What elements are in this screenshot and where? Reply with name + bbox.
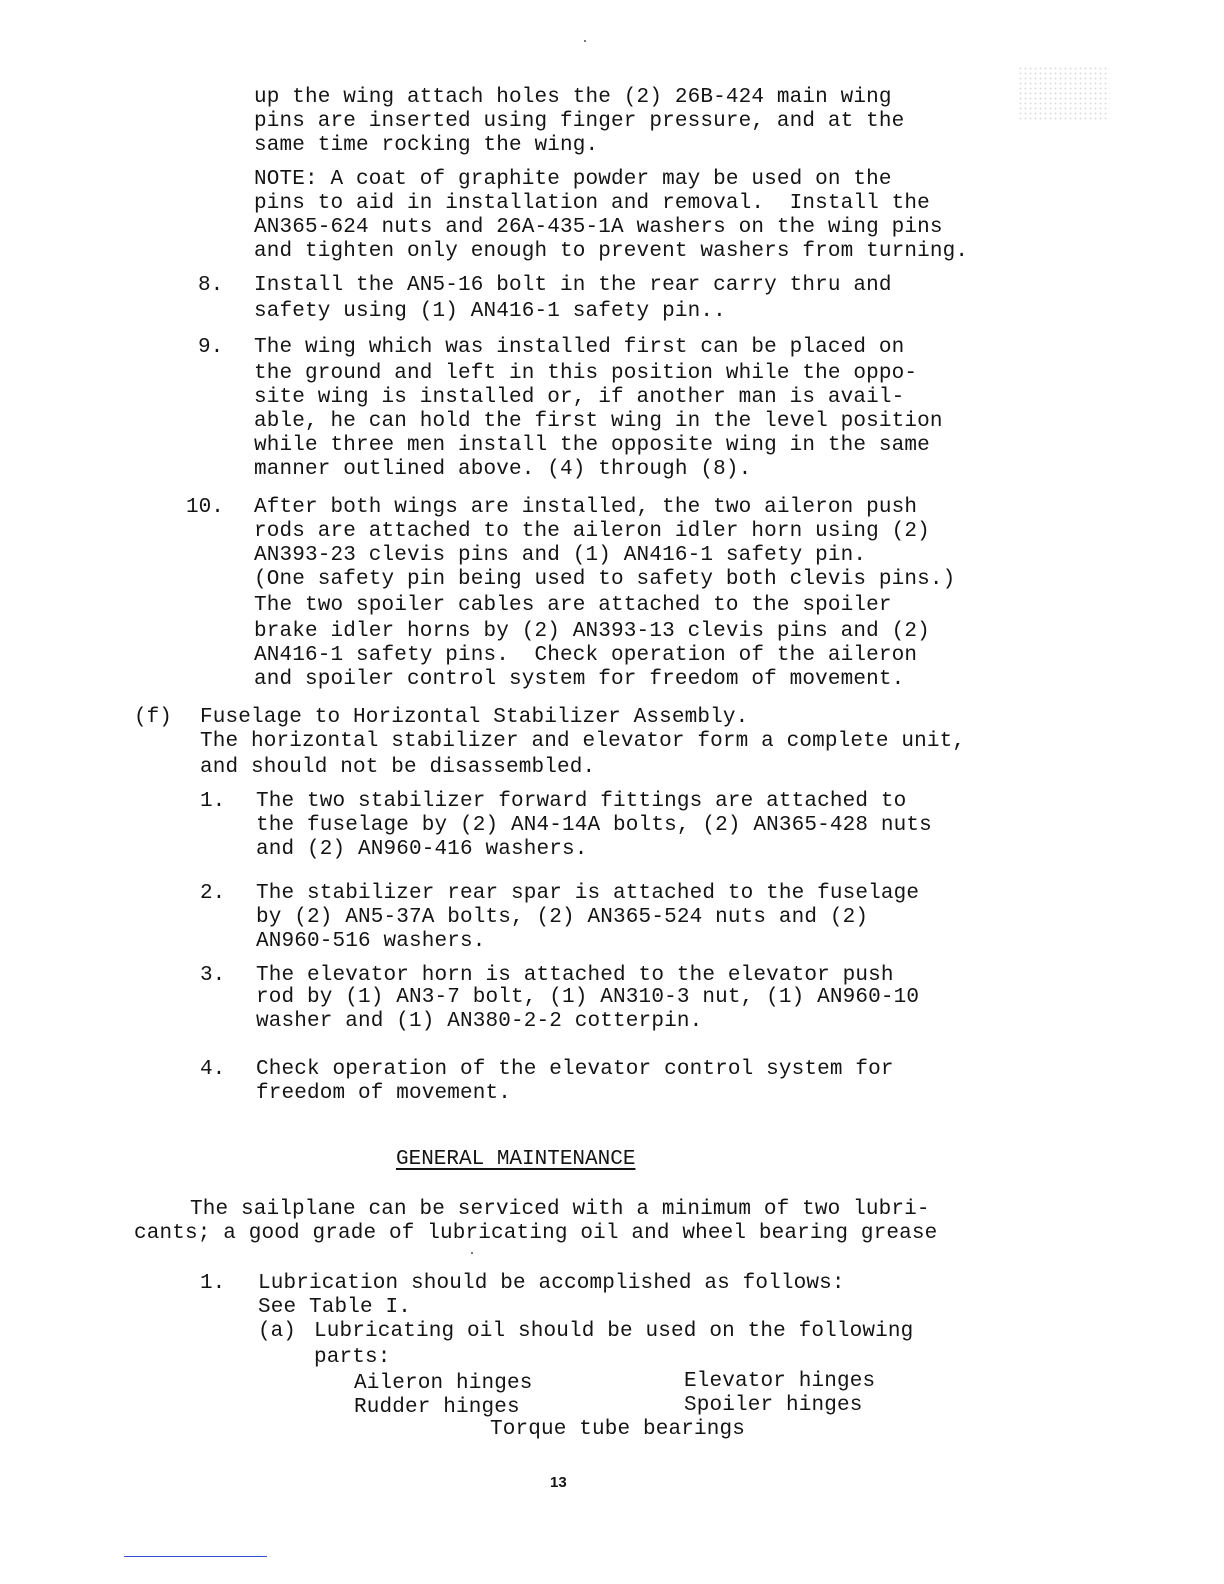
step-line: After both wings are installed, the two aileron push: [254, 496, 918, 519]
step-line: safety using (1) AN416-1 safety pin..: [254, 300, 726, 323]
paragraph-line: The sailplane can be serviced with a minimum of two lubri-: [190, 1198, 930, 1221]
step-line: The stabilizer rear spar is attached to the fuselage: [256, 882, 920, 905]
part-item: Elevator hinges: [684, 1370, 876, 1393]
step-line: AN393-23 clevis pins and (1) AN416-1 safety pin.: [254, 544, 867, 567]
step-number: 8.: [198, 274, 224, 297]
part-item: Rudder hinges: [354, 1396, 520, 1419]
step-line: (One safety pin being used to safety both clevis pins.): [254, 568, 956, 591]
paragraph-line: cants; a good grade of lubricating oil and wheel bearing grease: [134, 1222, 938, 1245]
step-number: 9.: [198, 336, 224, 359]
step-line: Lubrication should be accomplished as follows:: [258, 1272, 845, 1295]
step-line: AN960-516 washers.: [256, 930, 486, 953]
intro-line: same time rocking the wing.: [254, 134, 599, 157]
step-line: site wing is installed or, if another man is avail-: [254, 386, 905, 409]
step-line: Check operation of the elevator control system for: [256, 1058, 894, 1081]
section-line: and should not be disassembled.: [200, 756, 596, 779]
note-line: and tighten only enough to prevent washers from turning.: [254, 240, 969, 263]
step-line: The two spoiler cables are attached to the spoiler: [254, 594, 892, 617]
step-line: while three men install the opposite wing in the same: [254, 434, 930, 457]
step-line: The elevator horn is attached to the elevator push: [256, 964, 894, 987]
part-item: Spoiler hinges: [684, 1394, 863, 1417]
step-line: brake idler horns by (2) AN393-13 clevis pins and (2): [254, 620, 930, 643]
step-number: 3.: [200, 964, 226, 987]
part-item: Torque tube bearings: [490, 1418, 746, 1441]
sub-item-label: (a): [258, 1320, 296, 1343]
step-number: 2.: [200, 882, 226, 905]
step-line: The wing which was installed first can be placed on: [254, 336, 905, 359]
step-line: and (2) AN960-416 washers.: [256, 838, 588, 861]
intro-line: pins are inserted using finger pressure, and at the: [254, 110, 905, 133]
step-number: 10.: [186, 496, 224, 519]
step-line: able, he can hold the first wing in the level position: [254, 410, 943, 433]
footnote-rule: [124, 1556, 267, 1557]
note-line: NOTE: A coat of graphite powder may be used on the: [254, 168, 892, 191]
step-line: the ground and left in this position while the oppo-: [254, 362, 918, 385]
note-line: AN365-624 nuts and 26A-435-1A washers on the wing pins: [254, 216, 943, 239]
scan-speck: [471, 1252, 473, 1254]
section-title: Fuselage to Horizontal Stabilizer Assembly.: [200, 706, 749, 729]
scan-noise: [1018, 66, 1110, 120]
sub-item-line: Lubricating oil should be used on the following: [314, 1320, 914, 1343]
part-item: Aileron hinges: [354, 1372, 533, 1395]
step-line: AN416-1 safety pins. Check operation of the aileron: [254, 644, 918, 667]
step-line: by (2) AN5-37A bolts, (2) AN365-524 nuts and (2): [256, 906, 869, 929]
step-line: rods are attached to the aileron idler horn using (2): [254, 520, 930, 543]
section-label: (f): [134, 706, 172, 729]
page-number: 13: [550, 1474, 567, 1491]
step-number: 1.: [200, 790, 226, 813]
step-line: rod by (1) AN3-7 bolt, (1) AN310-3 nut, (1) AN960-10: [256, 986, 920, 1009]
step-number: 1.: [200, 1272, 226, 1295]
step-line: manner outlined above. (4) through (8).: [254, 458, 752, 481]
step-line: washer and (1) AN380-2-2 cotterpin.: [256, 1010, 703, 1033]
step-line: The two stabilizer forward fittings are attached to: [256, 790, 907, 813]
section-line: The horizontal stabilizer and elevator form a complete unit,: [200, 730, 966, 753]
step-number: 4.: [200, 1058, 226, 1081]
sub-item-line: parts:: [314, 1346, 391, 1369]
section-heading: GENERAL MAINTENANCE: [396, 1148, 636, 1171]
scan-speck: [584, 40, 586, 42]
step-line: and spoiler control system for freedom of movement.: [254, 668, 905, 691]
step-line: See Table I.: [258, 1296, 412, 1319]
intro-line: up the wing attach holes the (2) 26B-424 main wing: [254, 86, 892, 109]
note-line: pins to aid in installation and removal. Install the: [254, 192, 930, 215]
step-line: freedom of movement.: [256, 1082, 512, 1105]
step-line: Install the AN5-16 bolt in the rear carry thru and: [254, 274, 892, 297]
step-line: the fuselage by (2) AN4-14A bolts, (2) AN365-428 nuts: [256, 814, 932, 837]
